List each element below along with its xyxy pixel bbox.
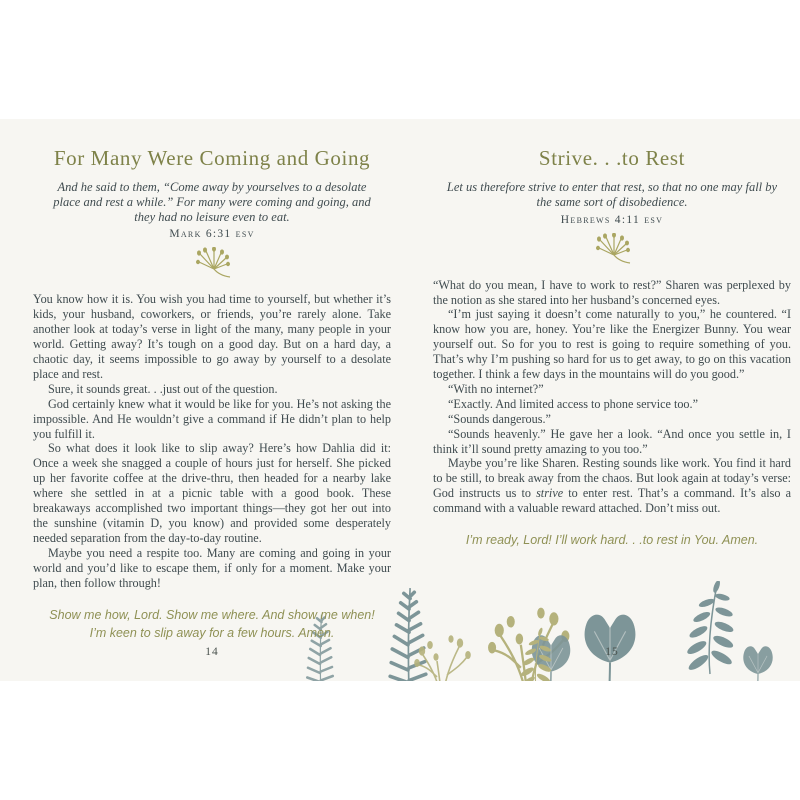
body-text-segment: Maybe you’re like Sharen. Resting sounds like work. You find it hard to be still, to break away from the chaos. But look again at today’s verse: God instructs us to [433,456,791,501]
body-paragraph [433,456,791,516]
right-page-number: 15 [605,646,619,658]
body-text-segment: “Sounds dangerous.” [448,411,551,426]
book-spread [0,119,800,681]
right-scripture-verse: Let us therefore strive to enter that rest, so that no one may fall by the same sort of disobedience. [446,180,778,209]
body-text-segment: “I’m just saying it doesn’t come naturally to you,” he countered. “I know how you are, honey. You’re like the Energizer Bunny. You wear yourself out. So for you to rest is going to require something of you. That’s why I’m pushing so hard for us to get away, to go on this vacation together. I think a few days in the mountains will do you good.” [433,307,791,382]
body-text-segment: to enter rest. That’s a command. It’s also a command with a valuable reward attached. Don’t miss out. [433,486,791,516]
left-scripture-reference: Mark 6:31 esv [169,228,255,241]
body-paragraph [433,307,791,382]
body-paragraph [33,292,391,381]
left-prayer: Show me how, Lord. Show me where. And show me when! I’m keen to slip away for a few hours. Amen. [49,607,375,641]
body-paragraph [433,397,791,412]
left-devotional-text [33,292,391,590]
left-page-number: 14 [205,646,219,658]
left-page-title: For Many Were Coming and Going [53,146,371,170]
right-prayer: I’m ready, Lord! I’ll work hard. . .to rest in You. Amen. [465,533,759,548]
right-page-title: Strive. . .to Rest [538,146,686,170]
right-page [433,119,791,681]
body-paragraph [33,397,391,442]
body-text-segment: So what does it look like to slip away? Here’s how Dahlia did it: Once a week she snagged a couple of hours just for herself. She picked up her favorite coffee at the drive-thru, then headed for a nearby lake where she settled in at a picnic table with a good book. These breakaways accomplished two important things—they got her out into the sunshine (vitamin D, you know) and provided some desperately needed separation from the day-to-day routine. [33,441,391,545]
left-page [33,119,391,681]
body-text-segment: You know how it is. You wish you had time to yourself, but whether it’s kids, your husband, coworkers, or friends, you’re rarely alone. Take another look at today’s verse in light of the many, many people in your world. Getting away? It’s tough on a good day. But on a hard day, a chaotic day, it seems impossible to go away by yourself to a desolate place and rest. [33,292,391,381]
body-paragraph [33,546,391,591]
body-paragraph [433,412,791,427]
body-text-segment: “With no internet?” [448,381,544,396]
right-scripture-reference: Hebrews 4:11 esv [560,213,664,226]
body-text-segment: strive [536,486,564,501]
body-paragraph [33,382,391,397]
right-devotional-text [433,278,791,517]
body-text-segment: “Exactly. And limited access to phone service too.” [448,396,698,411]
sprig-ornament-icon [592,233,632,267]
body-text-segment: Maybe you need a respite too. Many are coming and going in your world and you’d like to escape them, if only for a moment. Make your plan, then follow through! [33,545,391,590]
sprig-ornament-icon [192,247,232,281]
body-paragraph [33,441,391,545]
body-paragraph [433,382,791,397]
body-paragraph [433,427,791,457]
body-text-segment: God certainly knew what it would be like for you. He’s not asking the impossible. And He wouldn’t give a command if He didn’t plan to help you fulfill it. [33,396,391,441]
body-paragraph [433,278,791,308]
body-text-segment: “Sounds heavenly.” He gave her a look. “And once you settle in, I think it’ll sound pretty amazing to you too.” [433,426,791,456]
body-text-segment: Sure, it sounds great. . .just out of the question. [48,381,278,396]
body-text-segment: “What do you mean, I have to work to rest?” Sharen was perplexed by the notion as she stared into her husband’s concerned eyes. [433,277,791,307]
left-scripture-verse: And he said to them, “Come away by yourselves to a desolate place and rest a while.” For many were coming and going, and they had no leisure even to eat. [53,180,371,224]
